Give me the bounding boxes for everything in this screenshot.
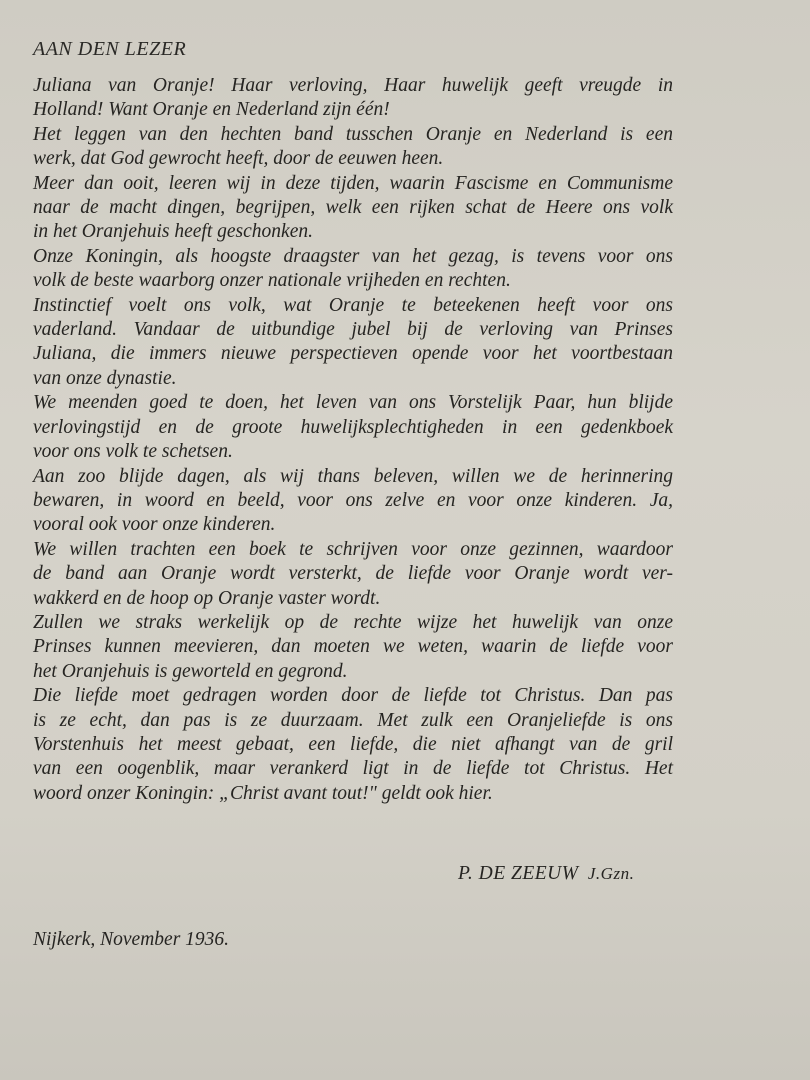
text-line: Die liefde moet gedragen worden door de liefde tot Christus. Dan pas	[33, 685, 673, 707]
text-line: Vorstenhuis het meest gebaat, een liefde, die niet afhangt van de gril	[33, 733, 673, 755]
text-line: Prinses kunnen meevieren, dan moeten we weten, waarin de liefde voor	[33, 636, 673, 658]
place-date: Nijkerk, November 1936.	[33, 929, 230, 950]
text-line: naar de macht dingen, begrijpen, welk een rijken schat de Heere ons volk	[33, 197, 673, 219]
text-line: van onze dynastie.	[33, 367, 177, 389]
text-line: We meenden goed te doen, het leven van ons Vorstelijk Paar, hun blijde	[33, 392, 673, 414]
text-line: Instinctief voelt ons volk, wat Oranje te beteekenen heeft voor ons	[33, 294, 673, 316]
text-line: van een oogenblik, maar verankerd ligt in de liefde tot Christus. Het	[33, 758, 673, 780]
text-line: Onze Koningin, als hoogste draagster van het gezag, is tevens voor ons	[33, 245, 673, 267]
signature-name: P. DE ZEEUW	[458, 863, 579, 884]
text-line: vaderland. Vandaar de uitbundige jubel bij de verloving van Prinses	[33, 319, 673, 341]
signature-suffix: J.Gzn.	[587, 864, 635, 883]
text-line: Meer dan ooit, leeren wij in deze tijden, waarin Fascisme en Communisme	[33, 172, 673, 194]
page-heading: AAN DEN LEZER	[33, 38, 187, 60]
text-line: woord onzer Koningin: „Christ avant tout!" geldt ook hier.	[33, 782, 493, 804]
signature	[458, 863, 634, 885]
text-line: Holland! Want Oranje en Nederland zijn één!	[33, 99, 390, 121]
text-line: voor ons volk te schetsen.	[33, 441, 233, 463]
text-line: Juliana, die immers nieuwe perspectieven opende voor het voortbestaan	[33, 343, 673, 365]
text-line: Zullen we straks werkelijk op de rechte wijze het huwelijk van onze	[33, 611, 673, 633]
text-line: We willen trachten een boek te schrijven voor onze gezinnen, waardoor	[33, 538, 673, 560]
text-line: verlovingstijd en de groote huwelijksplechtigheden in een gedenkboek	[33, 416, 673, 438]
text-line: Het leggen van den hechten band tusschen Oranje en Nederland is een	[33, 123, 673, 145]
text-line: Aan zoo blijde dagen, als wij thans beleven, willen we de herinnering	[33, 465, 673, 487]
text-line: is ze echt, dan pas is ze duurzaam. Met zulk een Oranjeliefde is ons	[33, 709, 673, 731]
body-text	[33, 74, 673, 806]
text-line: de band aan Oranje wordt versterkt, de liefde voor Oranje wordt ver-	[33, 563, 673, 585]
text-line: vooral ook voor onze kinderen.	[33, 514, 276, 536]
text-line: volk de beste waarborg onzer nationale vrijheden en rechten.	[33, 270, 511, 292]
text-line: het Oranjehuis is geworteld en gegrond.	[33, 660, 348, 682]
text-line: Juliana van Oranje! Haar verloving, Haar huwelijk geeft vreugde in	[33, 75, 673, 96]
text-line: wakkerd en de hoop op Oranje vaster wordt.	[33, 587, 381, 609]
text-line: in het Oranjehuis heeft geschonken.	[33, 221, 313, 243]
text-line: bewaren, in woord en beeld, voor ons zelve en voor onze kinderen. Ja,	[33, 489, 673, 511]
text-line: werk, dat God gewrocht heeft, door de eeuwen heen.	[33, 148, 444, 170]
